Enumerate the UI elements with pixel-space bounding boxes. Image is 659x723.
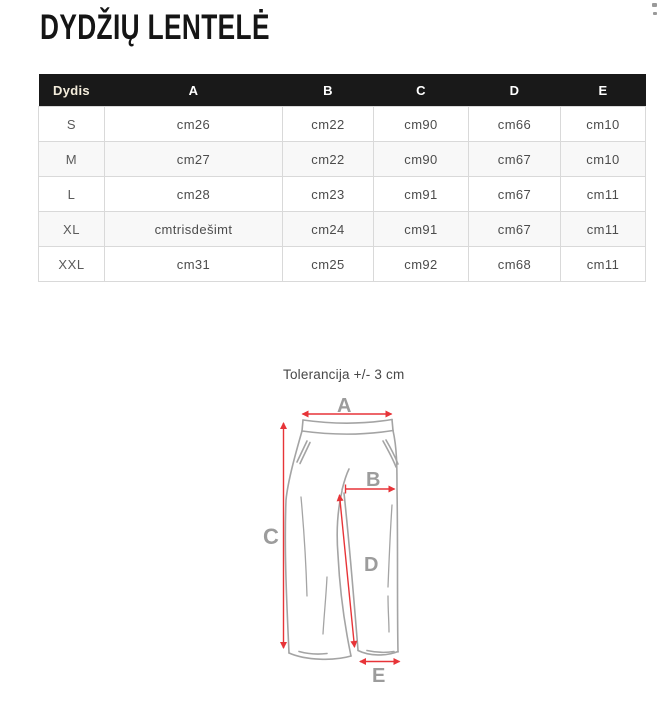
header-cell-c: C xyxy=(374,74,469,107)
left-inner-seam xyxy=(337,491,351,656)
measure-label-c: C xyxy=(263,524,279,549)
value-cell: cm66 xyxy=(469,107,561,142)
value-cell: cm67 xyxy=(469,177,561,212)
value-cell: cm10 xyxy=(561,107,646,142)
waistband-bottom xyxy=(302,431,393,435)
size-table xyxy=(38,74,646,282)
value-cell: cm91 xyxy=(374,212,469,247)
value-cell: cm31 xyxy=(105,247,283,282)
value-cell: cm27 xyxy=(105,142,283,177)
measure-label-a: A xyxy=(337,395,352,417)
table-header-row xyxy=(39,74,646,107)
right-hem-inner xyxy=(367,651,394,653)
value-cell: cm22 xyxy=(283,142,374,177)
value-cell: cmtrisdešimt xyxy=(105,212,283,247)
waistband-right-edge xyxy=(392,420,393,431)
value-cell: cm67 xyxy=(469,212,561,247)
value-cell: cm25 xyxy=(283,247,374,282)
screen-edge-artifact xyxy=(652,3,657,7)
value-cell: cm90 xyxy=(374,107,469,142)
waistband xyxy=(303,420,392,424)
size-cell: XL xyxy=(39,212,105,247)
left-outer-seam xyxy=(285,431,302,653)
measure-label-e: E xyxy=(372,665,386,687)
tolerance-note: Tolerancija +/- 3 cm xyxy=(283,367,405,382)
screen-edge-artifact xyxy=(653,12,657,15)
table-row xyxy=(39,142,646,177)
header-cell-a: A xyxy=(105,74,283,107)
size-cell: XXL xyxy=(39,247,105,282)
page-title: DYDŽIŲ LENTELĖ xyxy=(40,8,270,47)
crease-line xyxy=(301,497,307,596)
table-row xyxy=(39,212,646,247)
value-cell: cm90 xyxy=(374,142,469,177)
value-cell: cm92 xyxy=(374,247,469,282)
pants-outline xyxy=(285,420,398,660)
value-cell: cm23 xyxy=(283,177,374,212)
left-hem-inner xyxy=(299,652,327,654)
value-cell: cm10 xyxy=(561,142,646,177)
header-cell-b: B xyxy=(283,74,374,107)
pants-diagram xyxy=(250,390,510,700)
measure-labels xyxy=(263,395,385,687)
crease-line xyxy=(323,577,327,634)
header-cell-dydis: Dydis xyxy=(39,74,105,107)
value-cell: cm11 xyxy=(561,177,646,212)
header-cell-d: D xyxy=(469,74,561,107)
crease-line xyxy=(388,596,389,632)
value-cell: cm26 xyxy=(105,107,283,142)
value-cell: cm91 xyxy=(374,177,469,212)
measure-label-b: B xyxy=(366,469,381,491)
value-cell: cm11 xyxy=(561,212,646,247)
size-cell: L xyxy=(39,177,105,212)
value-cell: cm28 xyxy=(105,177,283,212)
value-cell: cm24 xyxy=(283,212,374,247)
measure-arrows xyxy=(284,414,400,662)
size-cell: M xyxy=(39,142,105,177)
size-cell: S xyxy=(39,107,105,142)
header-cell-e: E xyxy=(561,74,646,107)
table-row xyxy=(39,177,646,212)
value-cell: cm67 xyxy=(469,142,561,177)
table-row xyxy=(39,107,646,142)
value-cell: cm22 xyxy=(283,107,374,142)
value-cell: cm68 xyxy=(469,247,561,282)
measure-label-d: D xyxy=(364,554,379,576)
waistband-left-edge xyxy=(302,420,303,431)
value-cell: cm11 xyxy=(561,247,646,282)
crease-line xyxy=(388,505,392,587)
table-row xyxy=(39,247,646,282)
